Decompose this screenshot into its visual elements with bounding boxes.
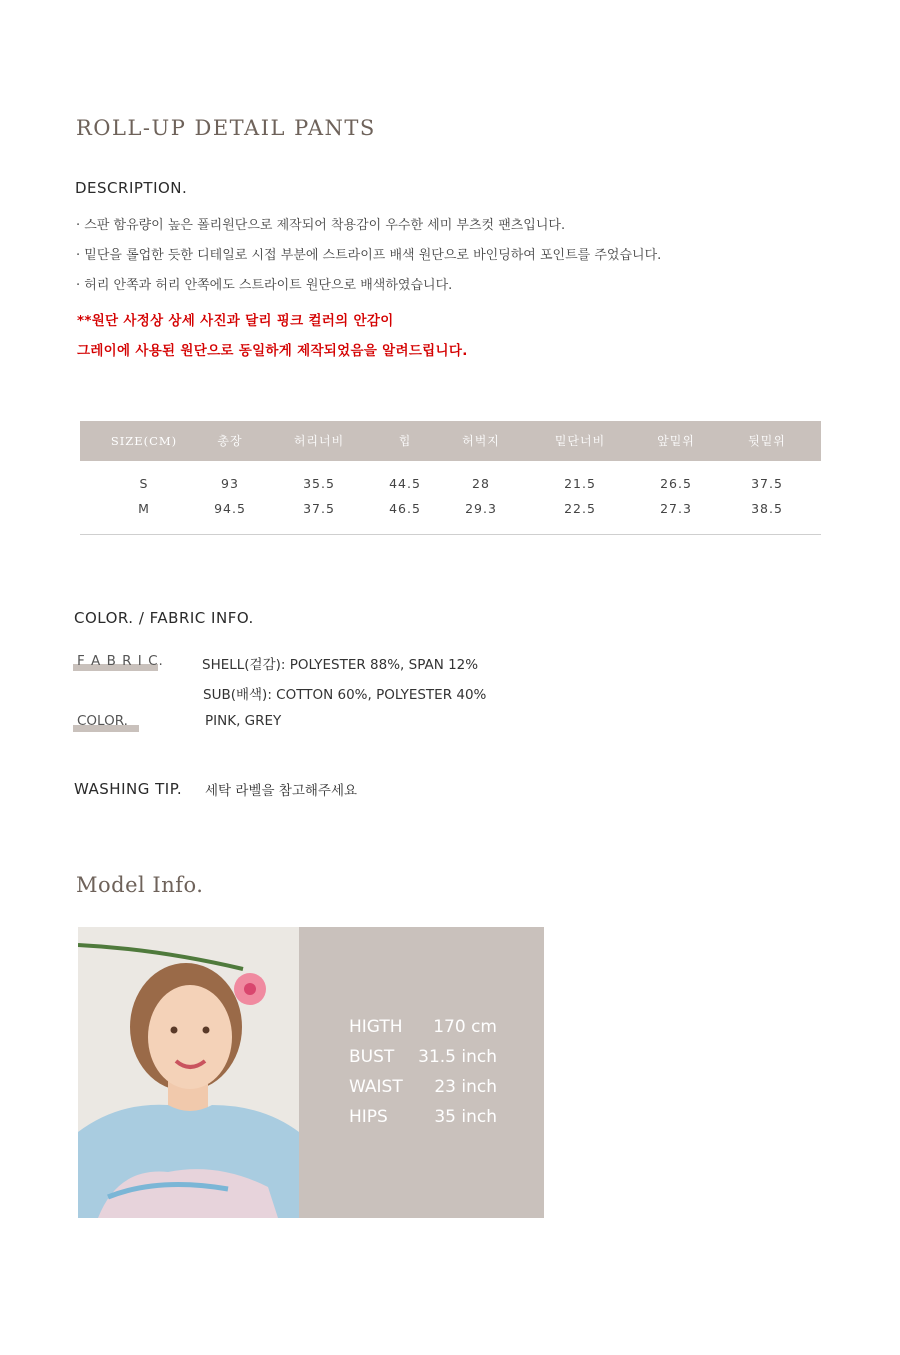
table-divider xyxy=(80,534,821,535)
size-cell: 27.3 xyxy=(660,501,692,516)
size-cell: M xyxy=(138,501,150,516)
fabric-info-heading: COLOR. / FABRIC INFO. xyxy=(74,609,254,627)
description-heading: DESCRIPTION. xyxy=(75,179,188,197)
color-value: PINK, GREY xyxy=(205,713,282,729)
size-cell: 38.5 xyxy=(751,501,783,516)
size-cell: 22.5 xyxy=(564,501,596,516)
size-cell: 93 xyxy=(221,476,239,491)
size-header-front-rise: 앞밑위 xyxy=(657,434,695,448)
model-stat-label: WAIST xyxy=(349,1077,403,1097)
notice-line-2: 그레이에 사용된 원단으로 동일하게 제작되었음을 알려드립니다. xyxy=(77,343,468,359)
model-photo xyxy=(78,927,299,1218)
model-stat-value: 170 cm xyxy=(433,1017,497,1037)
fabric-label: F A B R I C. xyxy=(77,653,164,669)
size-header-hem: 밑단너비 xyxy=(554,434,606,448)
model-stat-label: HIGTH xyxy=(349,1017,403,1037)
size-cell: 37.5 xyxy=(751,476,783,491)
size-cell: 21.5 xyxy=(564,476,596,491)
fabric-shell: SHELL(겉감): POLYESTER 88%, SPAN 12% xyxy=(202,657,479,673)
size-header-length: 총장 xyxy=(217,434,243,448)
model-photo-illustration xyxy=(78,927,299,1218)
size-header-back-rise: 뒷밑위 xyxy=(748,434,786,448)
description-line-1: · 스판 함유량이 높은 폴리원단으로 제작되어 착용감이 우수한 세미 부츠컷 팬츠입니다. xyxy=(76,218,566,233)
notice-line-1: **원단 사정상 상세 사진과 달리 핑크 컬러의 안감이 xyxy=(77,313,394,329)
model-stat-value: 31.5 inch xyxy=(418,1047,497,1067)
size-cell: 29.3 xyxy=(465,501,497,516)
model-stat-value: 35 inch xyxy=(434,1107,497,1127)
size-header-waist: 허리너비 xyxy=(293,434,345,448)
size-header-hip: 힙 xyxy=(398,434,412,448)
model-info-heading: Model Info. xyxy=(76,873,204,897)
description-line-3: · 허리 안쪽과 허리 안쪽에도 스트라이트 원단으로 배색하였습니다. xyxy=(76,278,453,293)
model-stat-label: HIPS xyxy=(349,1107,388,1127)
size-cell: 26.5 xyxy=(660,476,692,491)
washing-tip-value: 세탁 라벨을 참고해주세요 xyxy=(205,783,358,799)
size-cell: 44.5 xyxy=(389,476,421,491)
size-cell: 35.5 xyxy=(303,476,335,491)
size-cell: 94.5 xyxy=(214,501,246,516)
size-cell: 28 xyxy=(472,476,490,491)
description-line-2: · 밑단을 롤업한 듯한 디테일로 시접 부분에 스트라이프 배색 원단으로 바인딩하여 포인트를 주었습니다. xyxy=(76,248,662,263)
size-table-header xyxy=(80,421,821,461)
model-stat-value: 23 inch xyxy=(434,1077,497,1097)
size-cell: S xyxy=(139,476,149,491)
color-label: COLOR. xyxy=(77,713,128,729)
washing-tip-label: WASHING TIP. xyxy=(74,780,183,798)
model-stats-panel xyxy=(299,927,544,1218)
size-header-thigh: 허벅지 xyxy=(462,434,500,448)
size-cell: 46.5 xyxy=(389,501,421,516)
fabric-sub: SUB(배색): COTTON 60%, POLYESTER 40% xyxy=(203,687,487,703)
model-stat-label: BUST xyxy=(349,1047,395,1067)
size-cell: 37.5 xyxy=(303,501,335,516)
product-title: ROLL-UP DETAIL PANTS xyxy=(76,116,376,140)
size-header-size: SIZE(CM) xyxy=(110,434,178,448)
